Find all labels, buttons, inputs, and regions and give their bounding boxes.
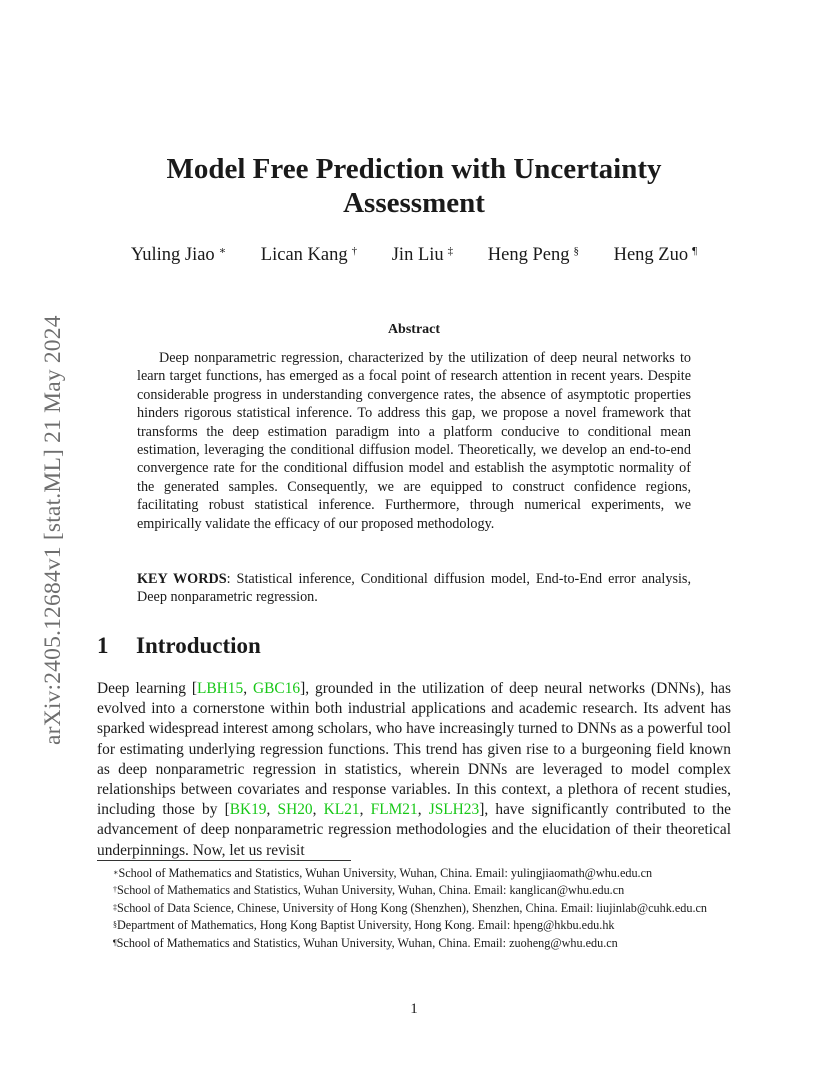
- footnote-divider: [97, 860, 351, 861]
- author-2: [261, 242, 357, 268]
- author-mark: ∗: [218, 245, 227, 257]
- author-name: Heng Zuo: [613, 245, 689, 265]
- footnote: [97, 935, 731, 952]
- author-name: Lican Kang: [260, 245, 348, 265]
- citation-link[interactable]: GBC16: [253, 680, 301, 697]
- keywords-text: : Statistical inference, Conditional diffusion model, End-to-End error analysis, Deep nonparametric regression.: [137, 571, 691, 606]
- citation-link[interactable]: FLM21: [370, 801, 418, 819]
- footnote-mark: §: [113, 920, 117, 930]
- intro-text: Deep learning [: [97, 680, 198, 697]
- intro-text: ,: [243, 680, 254, 697]
- intro-text: ], have significantly contributed to the advancement of deep nonparametric regression methodologies and the elucidation of their theoretical underpinnings. Now, let us revisit: [97, 801, 731, 859]
- citation-link[interactable]: KL21: [323, 801, 360, 819]
- section-title: Introduction: [136, 633, 261, 658]
- author-4: [488, 242, 579, 268]
- keywords-label: KEY WORDS: [137, 571, 227, 587]
- title-line-1: Model Free Prediction with Uncertainty: [166, 153, 662, 185]
- author-mark: ¶: [692, 245, 698, 257]
- abstract-body: Deep nonparametric regression, characterized by the utilization of deep neural networks to learn target functions, has emerged as a focal point of research attention in recent years. Despite considerable progress in understanding convergence rates, the absence of asymptotic properties hinders rigorous statistical inference. To address this gap, we propose a novel framework that transforms the deep estimation paradigm into a platform conducive to conditional mean estimation, leveraging the conditional diffusion model. Theoretically, we develop an end-to-end convergence rate for the conditional diffusion model and establish the asymptotic normality of the generated samples. Consequently, we are equipped to construct confidence regions, facilitating robust statistical inference. Furthermore, through numerical experiments, we empirically validate the efficacy of our proposed methodology.: [137, 350, 691, 532]
- footnote: [97, 900, 731, 917]
- footnotes: [97, 865, 731, 952]
- author-5: [614, 242, 697, 268]
- citation-link[interactable]: JSLH23: [428, 801, 480, 819]
- footnote-mark: ∗: [113, 868, 119, 877]
- paper-title: [96, 152, 732, 220]
- page-number: 1: [410, 1001, 418, 1017]
- footnote-text: Department of Mathematics, Hong Kong Baptist University, Hong Kong. Email: hpeng@hkbu.edu.hk: [117, 918, 615, 933]
- abstract-heading: Abstract: [387, 322, 441, 337]
- author-list: [96, 242, 732, 268]
- footnote-mark: †: [113, 885, 117, 895]
- author-name: Yuling Jiao: [130, 245, 215, 265]
- arxiv-identifier: arXiv:2405.12684v1 [stat.ML] 21 May 2024: [40, 315, 66, 745]
- footnote: [97, 917, 731, 934]
- citation-link[interactable]: LBH15: [197, 680, 244, 697]
- section-number: 1: [97, 633, 109, 658]
- intro-paragraph: [97, 679, 731, 861]
- author-3: [392, 242, 453, 268]
- citation-link[interactable]: SH20: [277, 801, 313, 819]
- section-heading: [97, 633, 261, 659]
- intro-text: ,: [359, 801, 371, 819]
- keywords: [137, 570, 691, 607]
- footnote-mark: ‡: [113, 902, 117, 912]
- footnote-mark: ¶: [113, 937, 117, 947]
- footnote-text: School of Mathematics and Statistics, Wuhan University, Wuhan, China. Email: yulingjiaomath@whu.edu.cn: [118, 866, 653, 880]
- footnote-text: School of Data Science, Chinese, University of Hong Kong (Shenzhen), Shenzhen, China. Email: liujinlab@cuhk.edu.cn: [117, 900, 707, 915]
- author-name: Heng Peng: [487, 245, 570, 265]
- author-1: [131, 242, 226, 268]
- footnote-text: School of Mathematics and Statistics, Wuhan University, Wuhan, China. Email: zuoheng@whu.edu.cn: [116, 935, 618, 950]
- footnote: [97, 882, 731, 899]
- author-mark: §: [573, 245, 579, 257]
- citation-link[interactable]: BK19: [229, 801, 267, 819]
- intro-text: ,: [312, 801, 324, 819]
- author-name: Jin Liu: [391, 245, 444, 265]
- footnote-text: School of Mathematics and Statistics, Wuhan University, Wuhan, China. Email: kanglican@whu.edu.cn: [117, 883, 625, 898]
- footnote: [97, 865, 731, 882]
- intro-text: ], grounded in the utilization of deep neural networks (DNNs), has evolved into a cornerstone within both industrial applications and academic research. Its advent has sparked widespread interest among scholars, who have increasingly turned to DNNs as a powerful tool for estimating underlying regression functions. This trend has given rise to a burgeoning field known as deep nonparametric regression in statistics, wherein DNNs are leveraged to model complex relationships between covariates and response variables. In this context, a plethora of recent studies, including those by [: [97, 680, 732, 819]
- author-mark: †: [351, 245, 358, 257]
- intro-text: ,: [417, 801, 429, 819]
- title-line-2: Assessment: [343, 187, 485, 219]
- arxiv-sidebar: [18, 240, 66, 745]
- author-mark: ‡: [447, 245, 454, 257]
- intro-text: ,: [266, 801, 278, 819]
